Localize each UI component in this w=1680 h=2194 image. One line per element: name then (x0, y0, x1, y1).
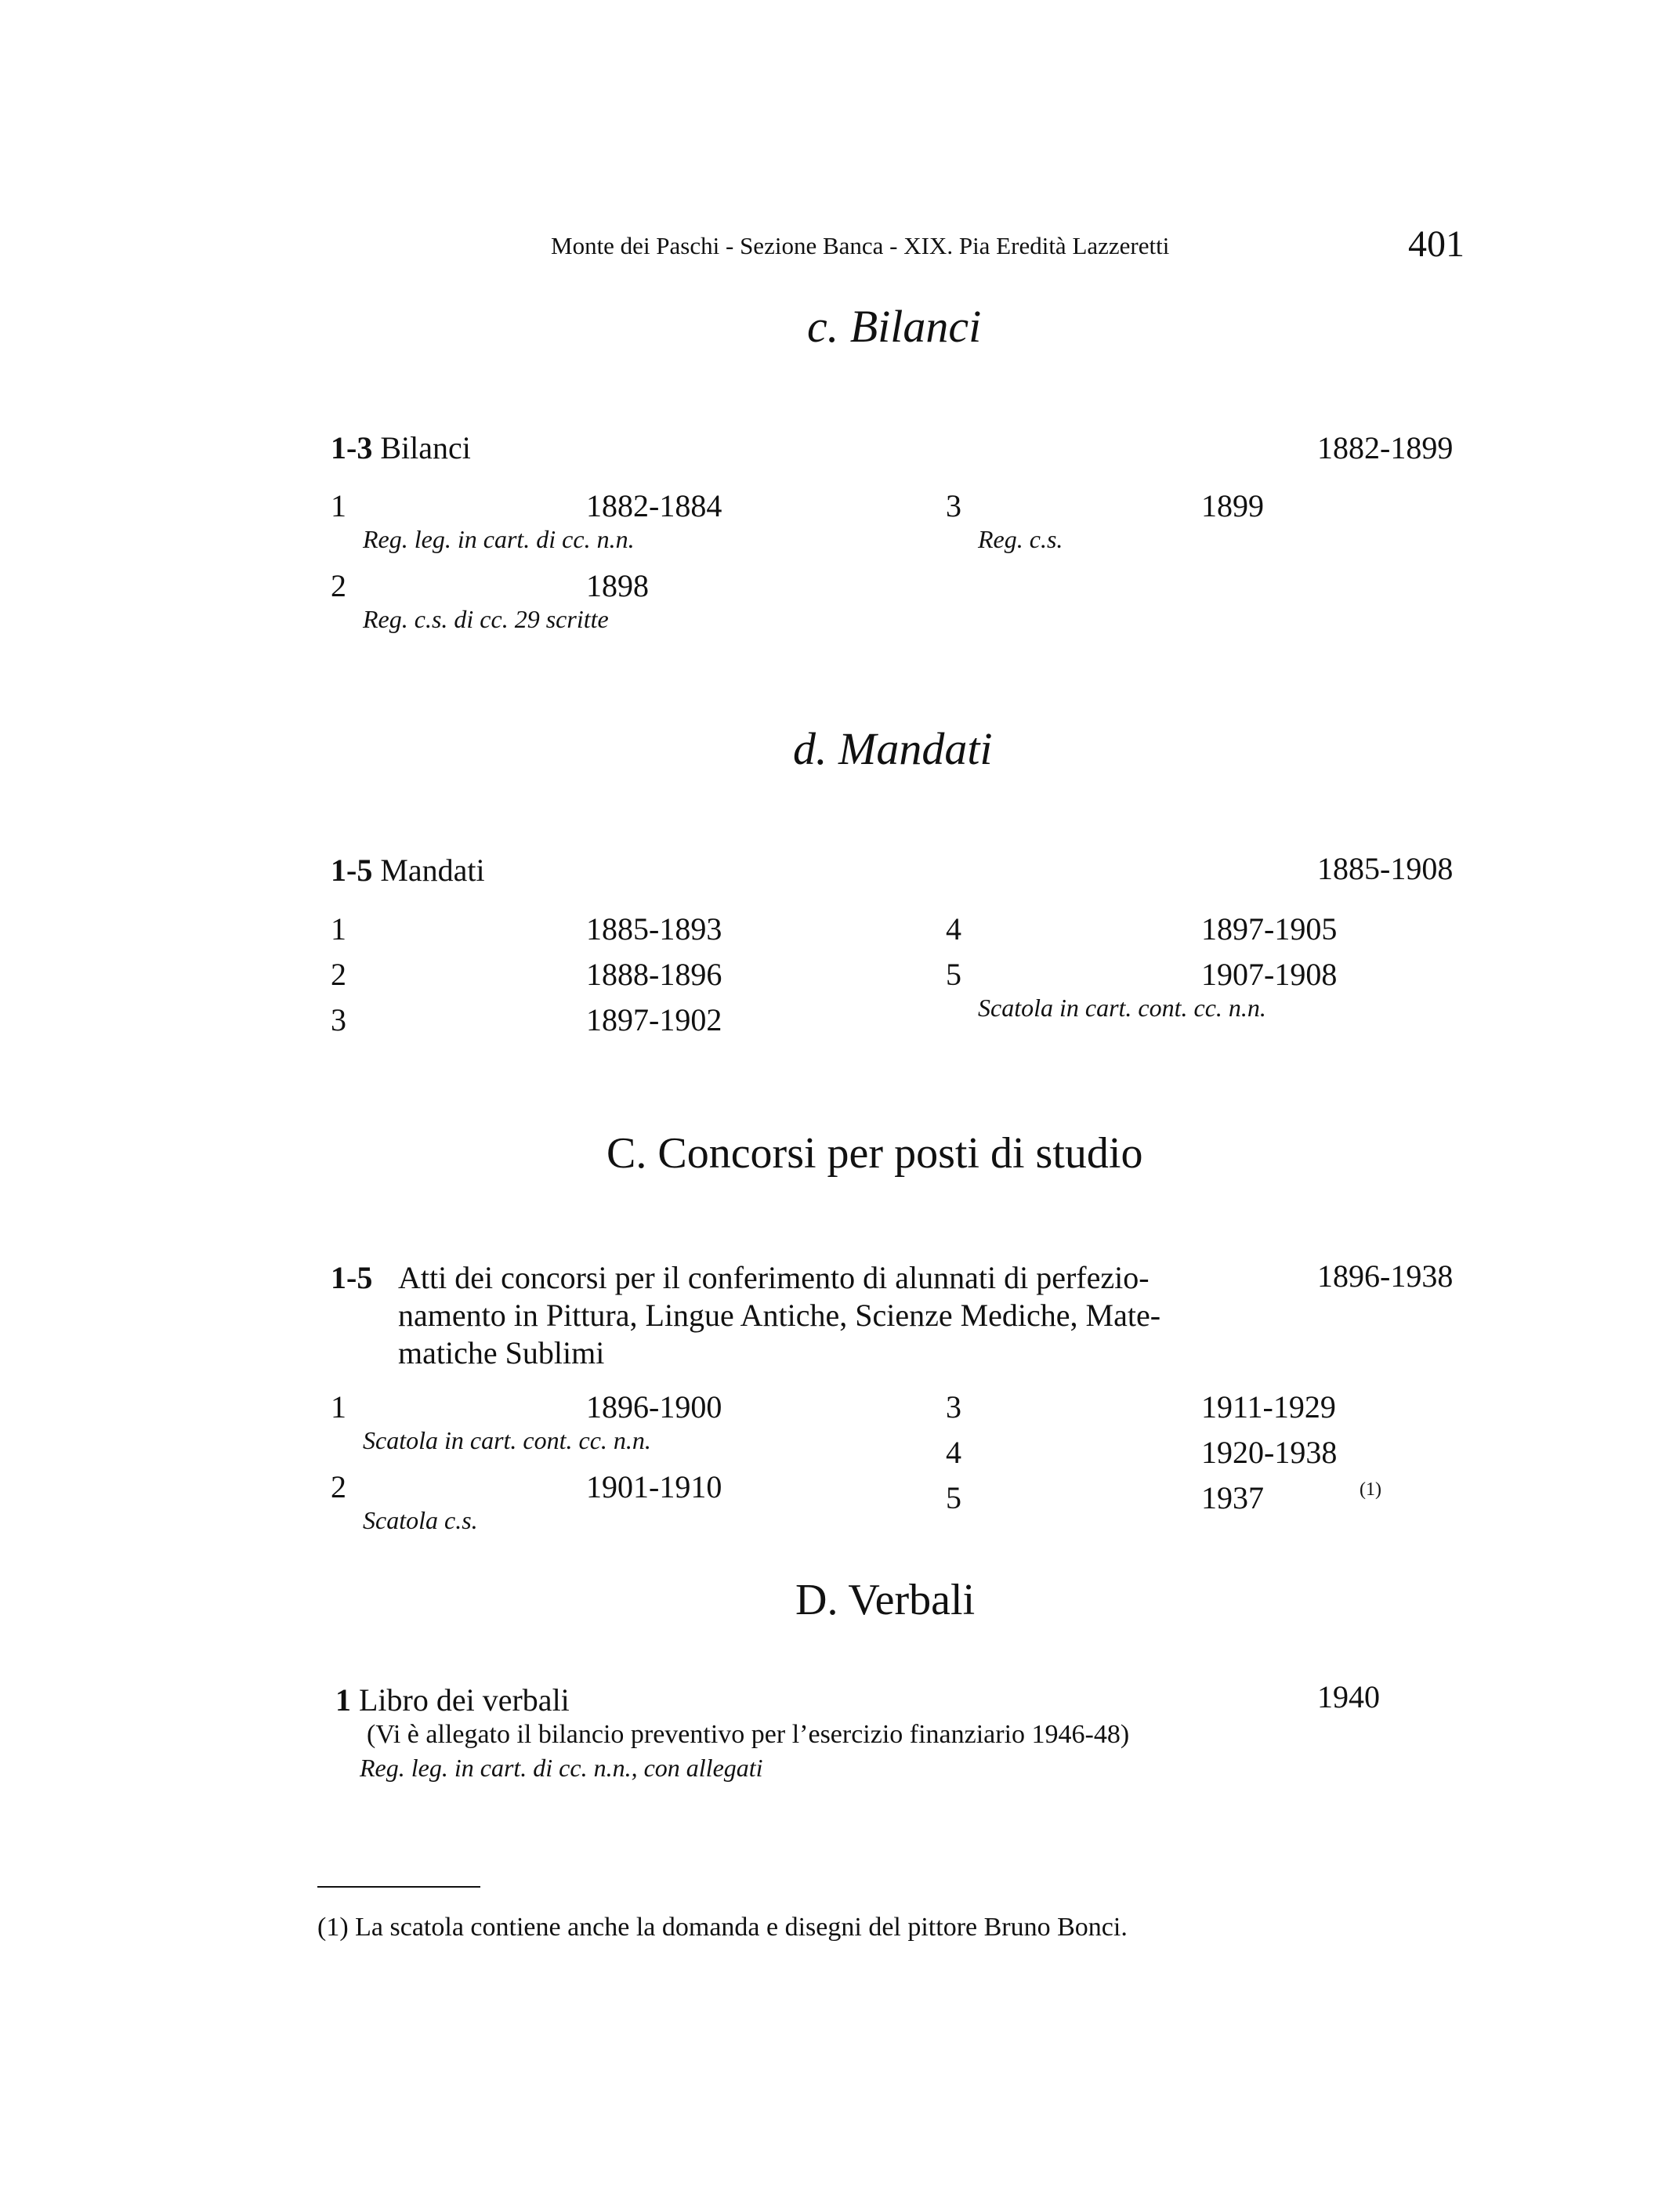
footnote-reference: (1) (1360, 1479, 1381, 1500)
unit-number: 4 (946, 911, 961, 947)
entry-verbali (335, 1682, 570, 1718)
unit-number: 2 (331, 1469, 346, 1504)
unit-dates: 1896-1900 (586, 1389, 722, 1425)
unit-number: 1 (331, 488, 346, 523)
entry-label-line: matiche Sublimi (398, 1335, 605, 1370)
unit-dates: 1907-1908 (1201, 957, 1338, 992)
section-title-concorsi: C. Concorsi per posti di studio (606, 1129, 1143, 1178)
running-title: Monte dei Paschi - Sezione Banca - XIX. Pia Eredità Lazzeretti (551, 232, 1170, 259)
entry-dates: 1885-1908 (1317, 851, 1454, 886)
unit-dates: 1920-1938 (1201, 1435, 1338, 1470)
unit-note: Reg. leg. in cart. di cc. n.n., con allegati (360, 1754, 763, 1782)
unit-number: 5 (946, 1480, 961, 1515)
unit-dates: 1898 (586, 568, 649, 603)
unit-dates: 1911-1929 (1201, 1389, 1336, 1425)
entry-dates: 1882-1899 (1317, 430, 1454, 465)
unit-number: 4 (946, 1435, 961, 1470)
entry-dates: 1896-1938 (1317, 1258, 1454, 1294)
page-number: 401 (1408, 223, 1465, 265)
unit-dates: 1901-1910 (586, 1469, 722, 1504)
section-title-verbali: D. Verbali (795, 1576, 976, 1624)
unit-note: Reg. c.s. (978, 525, 1063, 553)
footnote-text: La scatola contiene anche la domanda e disegni del pittore Bruno Bonci. (355, 1913, 1128, 1942)
entry-bilanci (331, 429, 471, 466)
entry-mandati (331, 852, 485, 889)
unit-note: Scatola in cart. cont. cc. n.n. (363, 1426, 651, 1454)
entry-annotation: (Vi è allegato il bilancio preventivo per l’esercizio finanziario 1946-48) (367, 1720, 1130, 1749)
section-title-bilanci: c. Bilanci (807, 301, 982, 352)
entry-number: 1 (335, 1682, 351, 1718)
unit-number: 3 (331, 1002, 346, 1037)
entry-label: Bilanci (380, 430, 471, 465)
entry-number: 1-5 (331, 1260, 373, 1295)
entry-number: 1-5 (331, 853, 373, 888)
footnote (317, 1913, 1128, 1942)
unit-dates: 1897-1905 (1201, 911, 1338, 947)
unit-number: 5 (946, 957, 961, 992)
unit-dates: 1937 (1201, 1480, 1264, 1515)
entry-label: Libro dei verbali (359, 1682, 570, 1718)
unit-note: Reg. c.s. di cc. 29 scritte (363, 605, 609, 633)
unit-note: Scatola c.s. (363, 1506, 478, 1534)
unit-number: 2 (331, 568, 346, 603)
unit-number: 2 (331, 957, 346, 992)
unit-dates: 1899 (1201, 488, 1264, 523)
unit-note: Scatola in cart. cont. cc. n.n. (978, 994, 1266, 1022)
entry-label: Mandati (380, 853, 485, 888)
unit-dates: 1897-1902 (586, 1002, 722, 1037)
unit-dates: 1888-1896 (586, 957, 722, 992)
unit-note: Reg. leg. in cart. di cc. n.n. (363, 525, 635, 553)
unit-number: 3 (946, 488, 961, 523)
unit-dates: 1882-1884 (586, 488, 722, 523)
section-title-mandati: d. Mandati (793, 723, 993, 774)
entry-number: 1-3 (331, 430, 373, 465)
footnote-marker: (1) (317, 1913, 349, 1942)
unit-number: 3 (946, 1389, 961, 1425)
unit-number: 1 (331, 1389, 346, 1425)
unit-number: 1 (331, 911, 346, 947)
entry-label-line: Atti dei concorsi per il conferimento di alunnati di perfezio- (398, 1260, 1150, 1295)
unit-dates: 1885-1893 (586, 911, 722, 947)
entry-label-line: namento in Pittura, Lingue Antiche, Scienze Mediche, Mate- (398, 1298, 1161, 1333)
footnote-rule (317, 1886, 480, 1888)
entry-dates: 1940 (1317, 1679, 1380, 1714)
